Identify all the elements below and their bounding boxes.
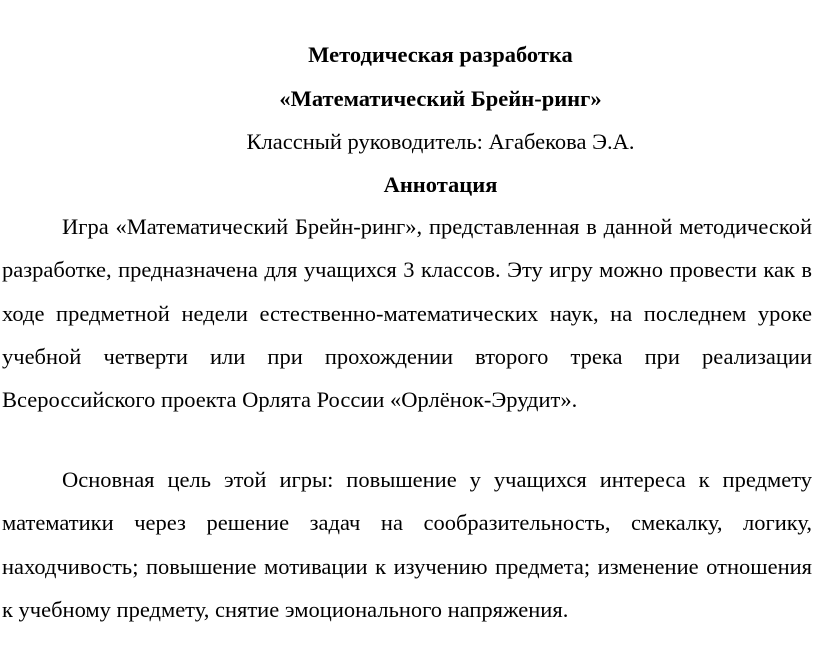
annotation-paragraph-1: Игра «Математический Брейн-ринг», представленная в данной методической разработке, предназначена для учащихся 3 классов. Эту игру можно провести как в ходе предметной недели естественно-математических наук, на последнем уроке учебной четверти или при прохождении второго трека при реализации Всероссийского проекта Орлята России «Орлёнок-Эрудит». (2, 214, 812, 413)
teacher-line: Классный руководитель: Агабекова Э.А. (246, 129, 635, 154)
annotation-heading: Аннотация (383, 172, 498, 197)
document-title: Методическая разработка (308, 42, 573, 67)
annotation-paragraph-2: Основная цель этой игры: повышение у учащихся интереса к предмету математики через решение задач на сообразительность, смекалку, логику, находчивость; повышение мотивации к изучению предмета; изменение отношения к учебному предмету, снятие эмоционального напряжения. (2, 467, 812, 622)
document-subtitle: «Математический Брейн-ринг» (279, 86, 602, 111)
